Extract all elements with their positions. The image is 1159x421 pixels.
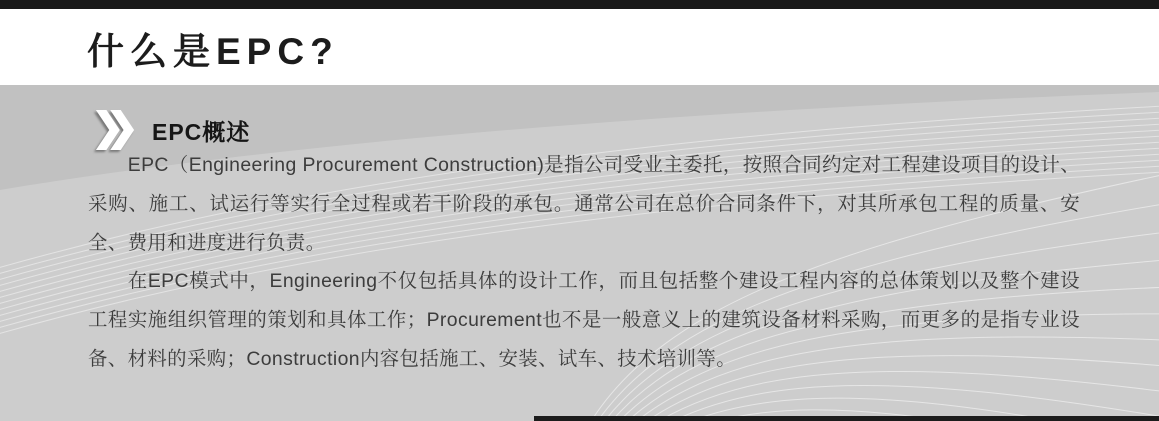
content-area (0, 85, 1159, 421)
page-title: 什么是EPC? (87, 31, 339, 72)
section-heading: EPC概述 (152, 118, 251, 145)
header (0, 9, 1159, 85)
paragraph-epc-definition: EPC（Engineering Procurement Construction)是指公司受业主委托，按照合同约定对工程建设项目的设计、采购、施工、试运行等实行全过程或若干阶段的承包。通常公司在总价合同条件下，对其所承包工程的质量、安全、费用和进度进行负责。 (88, 154, 1080, 254)
body-text (88, 146, 1080, 379)
paragraph-epc-mode: 在EPC模式中，Engineering不仅包括具体的设计工作，而且包括整个建设工程内容的总体策划以及整个建设工程实施组织管理的策划和具体工作；Procurement也不是一般意义上的建筑设备材料采购，而更多的是指专业设备、材料的采购；Construction内容包括施工、安装、试车、技术培训等。 (88, 270, 1080, 370)
bottom-bar (534, 416, 1159, 421)
top-bar (0, 0, 1159, 9)
